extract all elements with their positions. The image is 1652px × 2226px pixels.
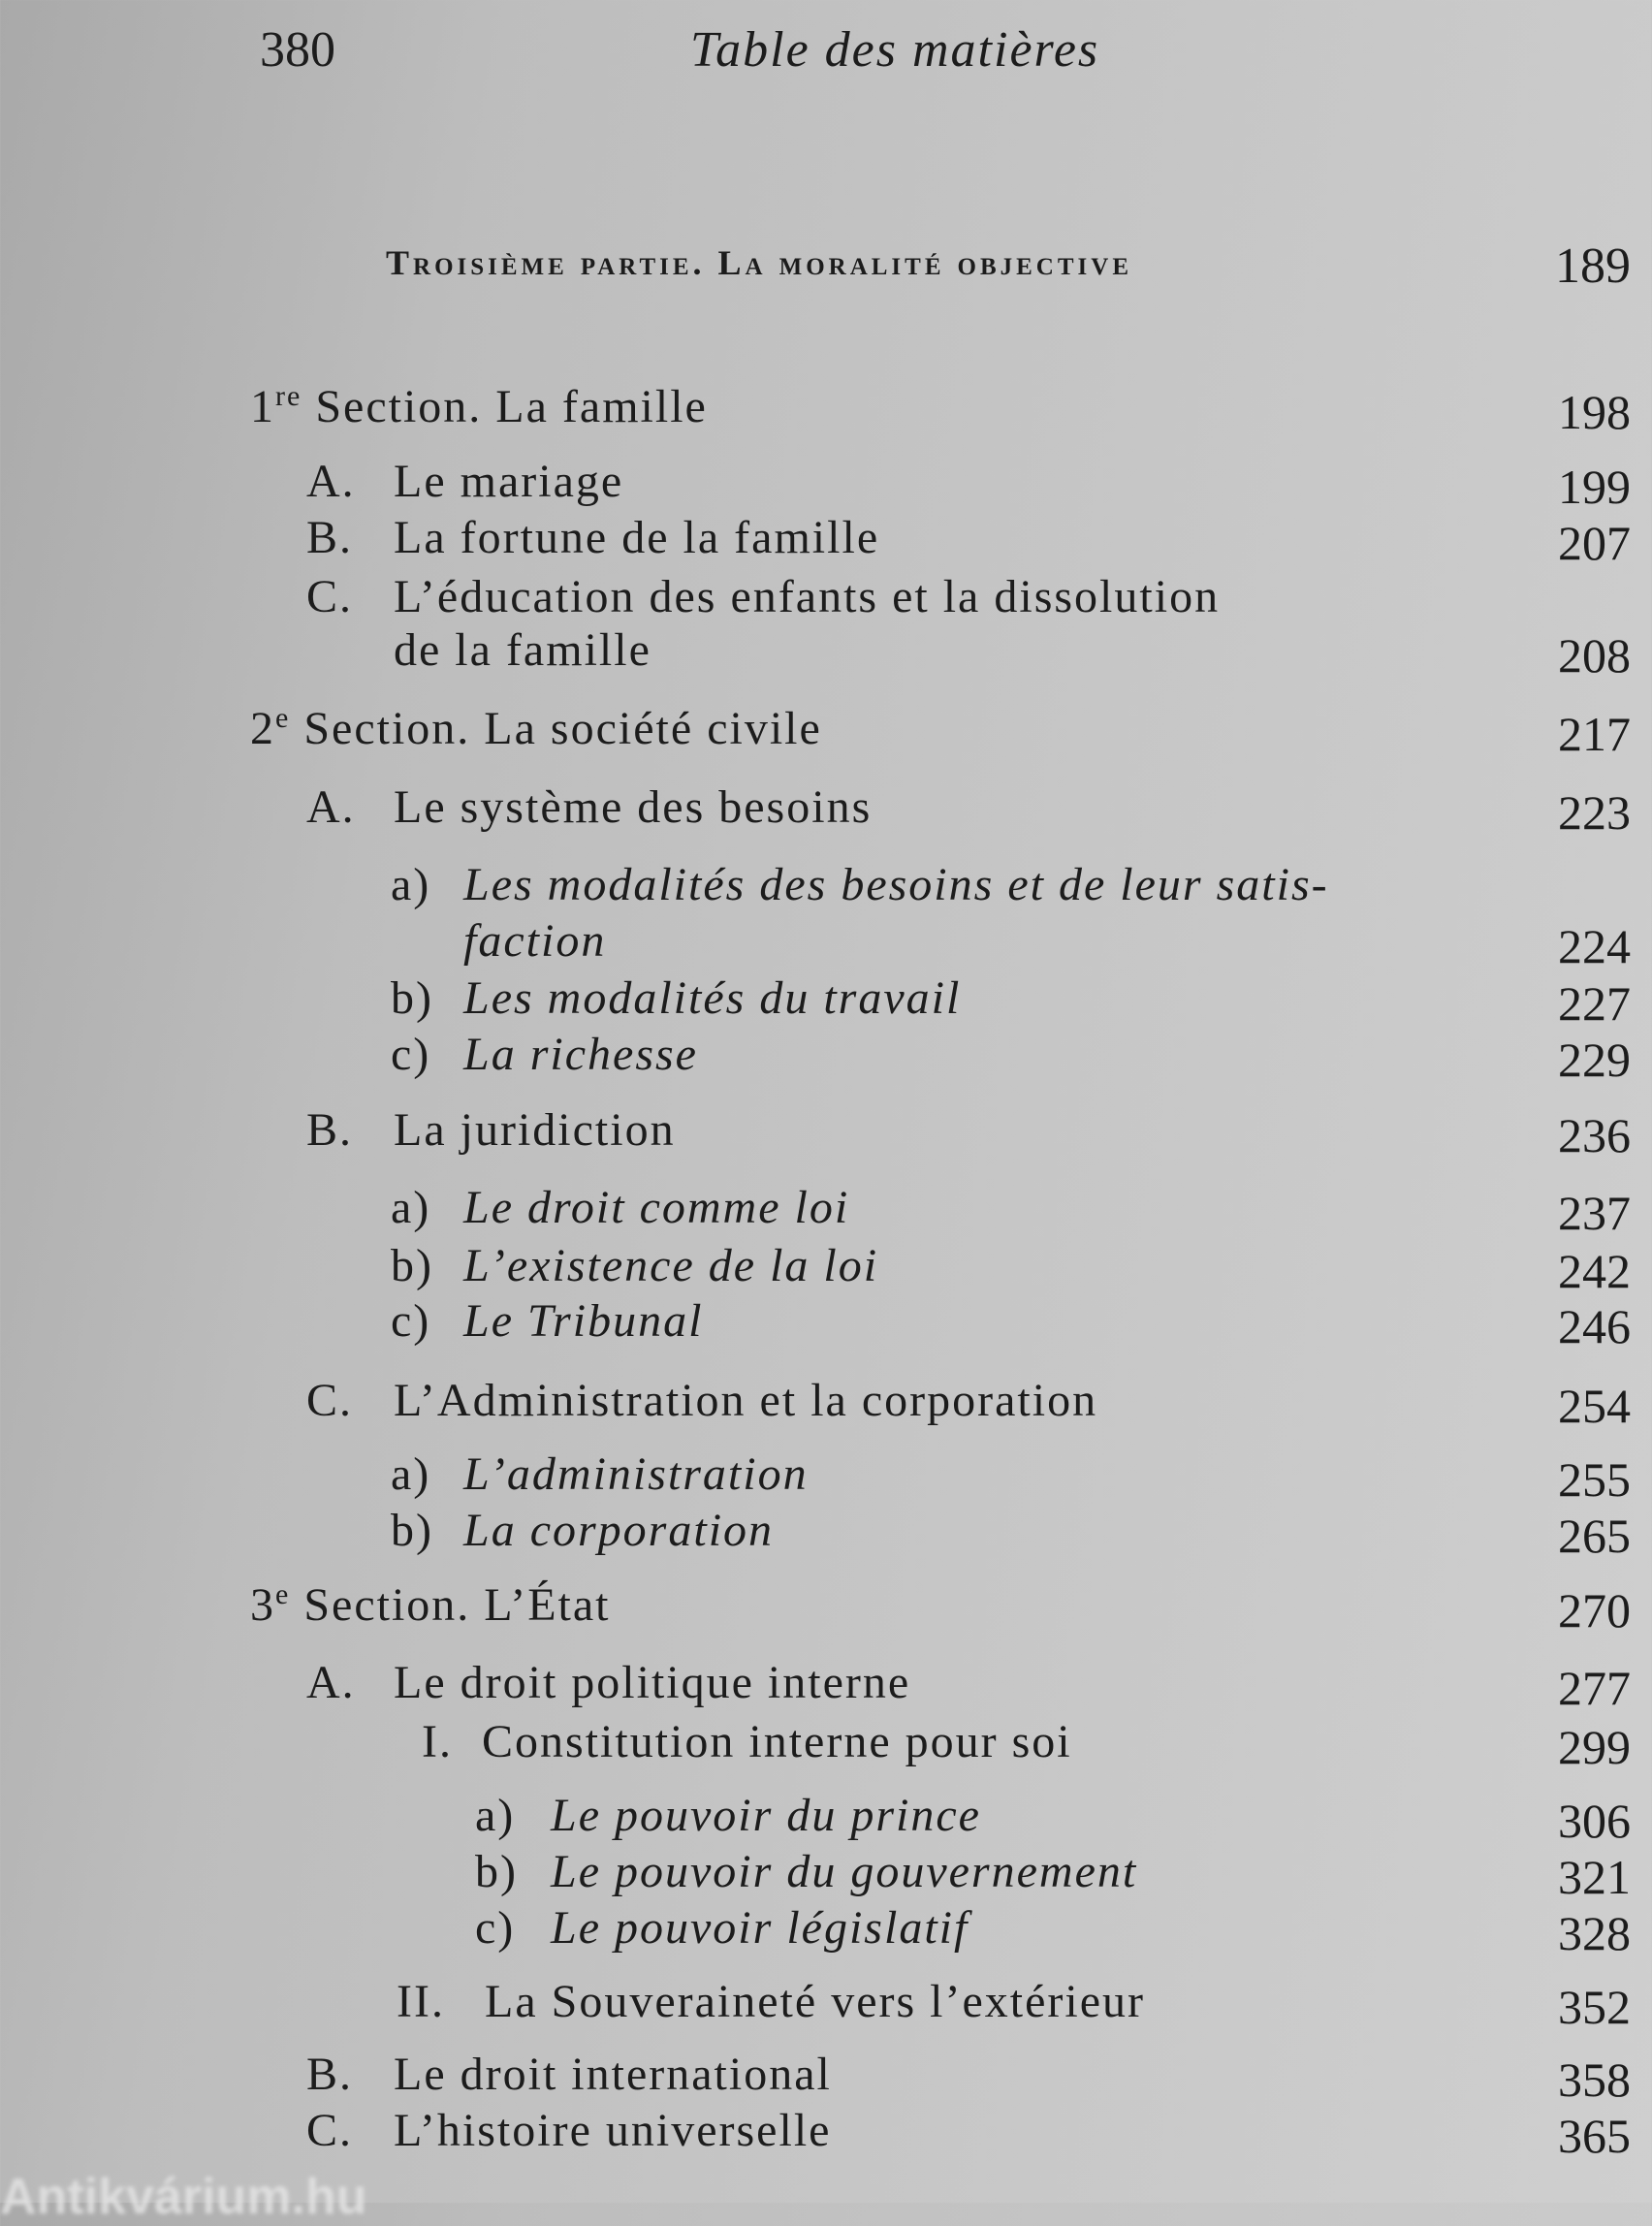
toc-entry-label: b) bbox=[391, 1505, 433, 1556]
toc-entry-page: 306 bbox=[1558, 1794, 1631, 1848]
toc-entry-page: 254 bbox=[1558, 1379, 1631, 1433]
section-title: Section. La société civile bbox=[303, 703, 822, 754]
toc-entry-page: 321 bbox=[1558, 1850, 1631, 1904]
page-number: 380 bbox=[260, 22, 335, 78]
toc-entry bbox=[0, 1789, 1652, 1848]
toc-entry-page: 277 bbox=[1558, 1661, 1631, 1715]
toc-entry-label: B. bbox=[306, 1104, 354, 1156]
toc-entry bbox=[0, 1715, 1652, 1774]
toc-entry-title: L’éducation des enfants et la dissolution bbox=[394, 571, 1221, 622]
toc-entry-title: Le système des besoins bbox=[394, 781, 873, 833]
toc-entry bbox=[0, 1656, 1652, 1715]
toc-entry-label: A. bbox=[306, 456, 356, 507]
toc-entry-page: 242 bbox=[1558, 1244, 1631, 1298]
toc-entry-label: b) bbox=[391, 972, 433, 1024]
toc-entry bbox=[0, 1294, 1652, 1351]
toc-entry-page: 217 bbox=[1558, 707, 1631, 761]
toc-entry-page: 199 bbox=[1558, 460, 1631, 514]
toc-entry-label: II. bbox=[397, 1976, 445, 2027]
toc-entry-title: Les modalités des besoins et de leur satis- bbox=[463, 859, 1329, 910]
part-page: 189 bbox=[1555, 238, 1631, 294]
toc-entry bbox=[0, 623, 1652, 683]
toc-entry bbox=[0, 1845, 1652, 1904]
toc-entry-page: 265 bbox=[1558, 1509, 1631, 1563]
toc-entry-page: 255 bbox=[1558, 1452, 1631, 1507]
toc-entry bbox=[0, 702, 1652, 761]
section-number: 2 bbox=[250, 703, 275, 754]
toc-entry-label: C. bbox=[306, 2105, 354, 2156]
toc-entry-title: Le droit international bbox=[394, 2049, 832, 2100]
toc-entry bbox=[0, 1578, 1652, 1638]
toc-entry-title: Le pouvoir du gouvernement bbox=[551, 1846, 1138, 1897]
toc-entry-page: 223 bbox=[1558, 785, 1631, 840]
toc-entry-label: c) bbox=[475, 1902, 516, 1954]
toc-entry-label: c) bbox=[391, 1029, 431, 1080]
toc-entry bbox=[0, 570, 1652, 626]
ordinal-suffix: e bbox=[275, 702, 291, 734]
toc-entry bbox=[0, 2104, 1652, 2163]
toc-entry-title: La fortune de la famille bbox=[394, 512, 880, 563]
toc-entry bbox=[0, 1028, 1652, 1087]
toc-entry-page: 299 bbox=[1558, 1720, 1631, 1774]
toc-entry-title: Le Tribunal bbox=[463, 1295, 704, 1347]
ordinal-suffix: e bbox=[275, 1578, 291, 1610]
toc-entry-title: Constitution interne pour soi bbox=[482, 1716, 1072, 1767]
toc-entry bbox=[0, 380, 1652, 439]
toc-entry-title: L’administration bbox=[463, 1448, 809, 1500]
toc-entry-title: Le droit comme loi bbox=[463, 1182, 850, 1233]
toc-entry-label: B. bbox=[306, 2049, 354, 2100]
toc-entry-title bbox=[250, 702, 822, 755]
toc-entry-title: de la famille bbox=[394, 624, 651, 676]
toc-entry-title: L’Administration et la corporation bbox=[394, 1375, 1098, 1426]
part-heading: Troisième partie. La moralité objective bbox=[386, 243, 1132, 282]
toc-entry-title: Les modalités du travail bbox=[463, 972, 962, 1024]
toc-entry-label: I. bbox=[422, 1716, 453, 1767]
toc-entry-label: B. bbox=[306, 512, 354, 563]
toc-entry bbox=[0, 511, 1652, 570]
toc-entry-page: 352 bbox=[1558, 1980, 1631, 2034]
toc-entry bbox=[0, 1374, 1652, 1433]
toc-entry-page: 358 bbox=[1558, 2052, 1631, 2107]
toc-entry-page: 224 bbox=[1558, 919, 1631, 973]
toc-entry-label: a) bbox=[391, 1448, 431, 1500]
toc-entry-label: C. bbox=[306, 1375, 354, 1426]
section-title: Section. L’État bbox=[303, 1579, 611, 1631]
toc-entry-label: A. bbox=[306, 781, 356, 833]
toc-entry bbox=[0, 914, 1652, 973]
toc-entry-title: La richesse bbox=[463, 1029, 698, 1080]
toc-entry-title: L’histoire universelle bbox=[394, 2105, 832, 2156]
toc-entry-page: 237 bbox=[1558, 1186, 1631, 1240]
watermark: Antikvárium.hu bbox=[0, 2169, 367, 2225]
toc-entry-page: 270 bbox=[1558, 1583, 1631, 1638]
toc-entry-page: 229 bbox=[1558, 1033, 1631, 1087]
section-title: Section. La famille bbox=[315, 381, 708, 432]
toc-entry bbox=[0, 1447, 1652, 1507]
toc-entry-label: C. bbox=[306, 571, 354, 622]
toc-entry bbox=[0, 1239, 1652, 1298]
toc-entry-page: 246 bbox=[1558, 1299, 1631, 1353]
toc-entry bbox=[0, 858, 1652, 914]
toc-entry bbox=[0, 455, 1652, 514]
toc-entry-label: a) bbox=[475, 1790, 516, 1841]
toc-entry bbox=[0, 1181, 1652, 1240]
ordinal-suffix: re bbox=[275, 380, 302, 412]
toc-entry-page: 236 bbox=[1558, 1108, 1631, 1162]
toc-entry bbox=[0, 2048, 1652, 2107]
toc-entry-label: a) bbox=[391, 859, 431, 910]
toc-entry-page: 208 bbox=[1558, 628, 1631, 683]
toc-entry-page: 207 bbox=[1558, 516, 1631, 570]
section-number: 1 bbox=[250, 381, 275, 432]
toc-entry-title: faction bbox=[463, 915, 607, 967]
toc-entry-title: La Souveraineté vers l’extérieur bbox=[485, 1976, 1146, 2027]
toc-entry bbox=[0, 1103, 1652, 1160]
toc-entry-title bbox=[250, 1578, 611, 1632]
toc-entry-title: La juridiction bbox=[394, 1104, 676, 1156]
toc-entry-label: b) bbox=[391, 1240, 433, 1291]
toc-entry-page: 227 bbox=[1558, 976, 1631, 1031]
toc-entry-title: L’existence de la loi bbox=[463, 1240, 879, 1291]
toc-entry-label: A. bbox=[306, 1657, 356, 1708]
toc-entry bbox=[0, 1975, 1652, 2034]
toc-entry-label: b) bbox=[475, 1846, 518, 1897]
toc-entry-title bbox=[250, 380, 708, 433]
toc-entry-title: La corporation bbox=[463, 1505, 775, 1556]
toc-entry-page: 328 bbox=[1558, 1906, 1631, 1960]
toc-entry bbox=[0, 1901, 1652, 1960]
section-number: 3 bbox=[250, 1579, 275, 1631]
toc-entry-page: 198 bbox=[1558, 385, 1631, 439]
toc-entry bbox=[0, 780, 1652, 840]
toc-entry-label: c) bbox=[391, 1295, 431, 1347]
toc-entry-title: Le pouvoir du prince bbox=[551, 1790, 981, 1841]
toc-entry bbox=[0, 1504, 1652, 1563]
toc-entry-title: Le mariage bbox=[394, 456, 624, 507]
toc-entry-title: Le droit politique interne bbox=[394, 1657, 911, 1708]
toc-entry-page: 365 bbox=[1558, 2109, 1631, 2163]
toc-entry-title: Le pouvoir législatif bbox=[551, 1902, 969, 1954]
toc-entry bbox=[0, 971, 1652, 1031]
running-title: Table des matières bbox=[690, 22, 1100, 78]
toc-entry-label: a) bbox=[391, 1182, 431, 1233]
